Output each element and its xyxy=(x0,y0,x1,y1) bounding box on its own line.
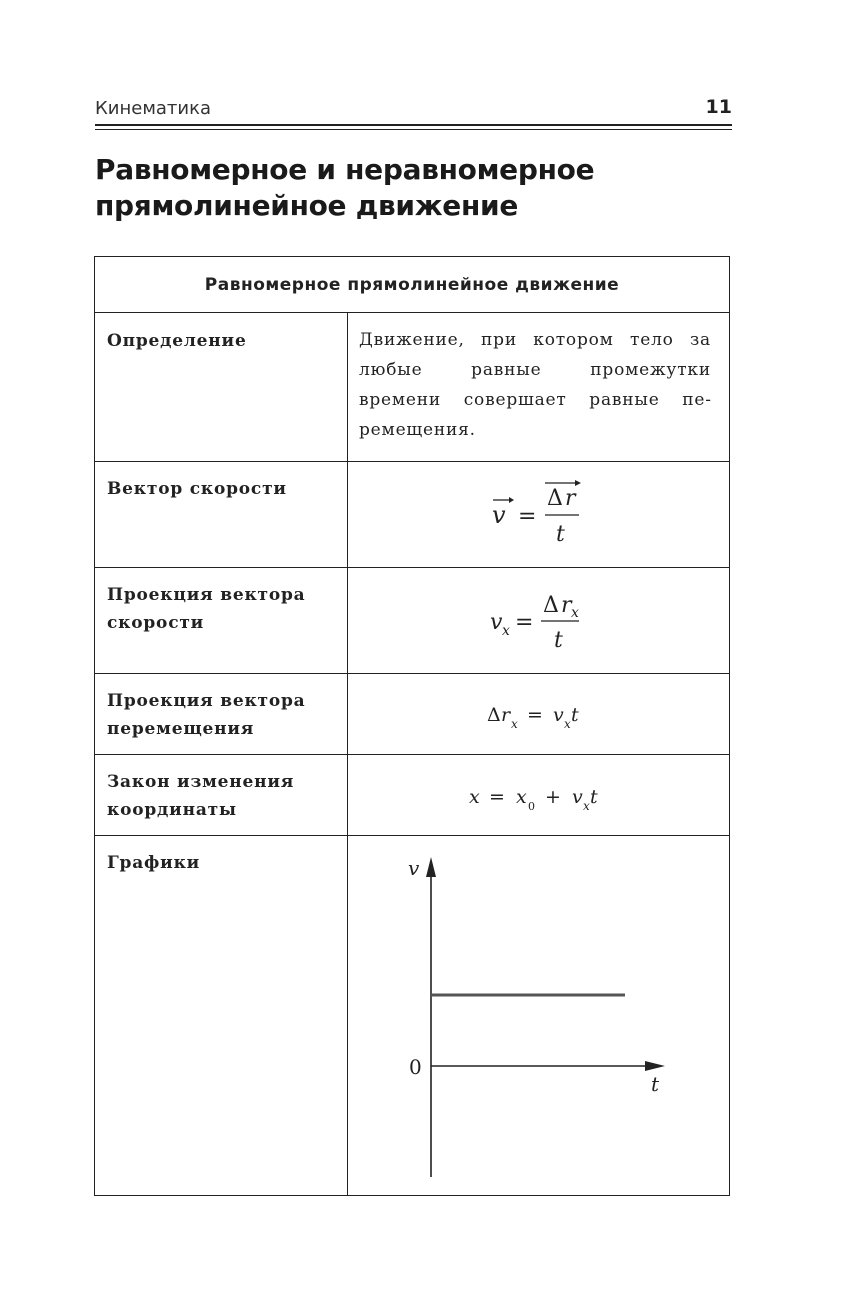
label-displacement-projection-line-2: перемещения xyxy=(107,719,255,739)
x-symbol: x xyxy=(469,786,480,808)
v-symbol: v xyxy=(490,610,503,635)
page-number: 11 xyxy=(705,96,732,118)
vector-arrow-head xyxy=(575,480,581,486)
label-coordinate-law-line-2: координаты xyxy=(107,800,237,820)
origin-label: 0 xyxy=(409,1055,422,1079)
t-symbol: t xyxy=(590,786,598,808)
x-axis-arrow xyxy=(645,1061,665,1071)
vector-arrow-head xyxy=(509,497,514,503)
v-symbol: v xyxy=(572,786,583,808)
label-velocity-vector: Вектор скорости xyxy=(107,479,287,499)
delta-symbol: Δ xyxy=(487,704,501,726)
equals-sign: = xyxy=(518,504,537,529)
section-name: Кинематика xyxy=(95,98,212,119)
label-velocity-projection xyxy=(107,581,337,637)
equals-sign: = xyxy=(515,610,534,635)
row-divider xyxy=(95,673,729,674)
page-title xyxy=(95,152,735,224)
page-title-line-2: прямолинейное движение xyxy=(95,189,519,222)
displacement-projection-formula xyxy=(465,693,615,737)
x0-symbol: x xyxy=(516,786,527,808)
delta-symbol: Δ xyxy=(543,593,559,618)
definition-text: Движение, при котором тело за любые равные промежутки времени совершает равные перемещения. xyxy=(359,330,711,440)
y-axis-label: v xyxy=(408,856,420,880)
row-divider xyxy=(95,835,729,836)
x-axis-label: t xyxy=(651,1072,660,1096)
equals-sign: = xyxy=(489,786,505,808)
velocity-time-graph xyxy=(395,847,695,1197)
t-symbol: t xyxy=(556,522,565,547)
label-displacement-projection xyxy=(107,687,337,743)
row-divider xyxy=(95,754,729,755)
row-divider xyxy=(95,567,729,568)
velocity-projection-formula xyxy=(465,579,605,659)
column-divider xyxy=(347,312,348,1196)
subscript-x: x xyxy=(583,799,590,813)
t-symbol: t xyxy=(571,704,579,726)
subscript-x: x xyxy=(571,605,579,621)
label-definition: Определение xyxy=(107,331,247,351)
subscript-x: x xyxy=(502,623,510,639)
label-graphs: Графики xyxy=(107,853,201,873)
subscript-zero: 0 xyxy=(528,800,535,813)
row-divider xyxy=(95,312,729,313)
coordinate-law-formula xyxy=(465,775,635,819)
y-axis-arrow xyxy=(426,857,436,877)
v-symbol: v xyxy=(553,704,564,726)
r-symbol: r xyxy=(561,593,572,618)
row-divider xyxy=(95,461,729,462)
t-symbol: t xyxy=(554,628,563,653)
header-rule-thin xyxy=(95,129,732,130)
delta-symbol: Δ xyxy=(547,486,563,511)
label-velocity-projection-line-2: скорости xyxy=(107,613,205,633)
r-symbol: r xyxy=(501,704,511,726)
kinematics-table xyxy=(94,256,730,1196)
equals-sign: = xyxy=(527,704,543,726)
subscript-x: x xyxy=(564,717,571,731)
r-symbol: r xyxy=(565,486,576,511)
v-symbol: v xyxy=(492,501,506,529)
table-header: Равномерное прямолинейное движение xyxy=(204,275,620,295)
page-title-line-1: Равномерное и неравномерное xyxy=(95,153,595,186)
velocity-vector-formula xyxy=(465,471,605,551)
header-rule-thick xyxy=(95,124,732,126)
label-velocity-projection-line-1: Проекция вектора xyxy=(107,585,306,605)
subscript-x: x xyxy=(511,717,518,731)
label-coordinate-law xyxy=(107,768,337,824)
plus-sign: + xyxy=(545,786,561,808)
running-head xyxy=(95,96,732,122)
label-displacement-projection-line-1: Проекция вектора xyxy=(107,691,306,711)
label-coordinate-law-line-1: Закон изменения xyxy=(107,772,295,792)
